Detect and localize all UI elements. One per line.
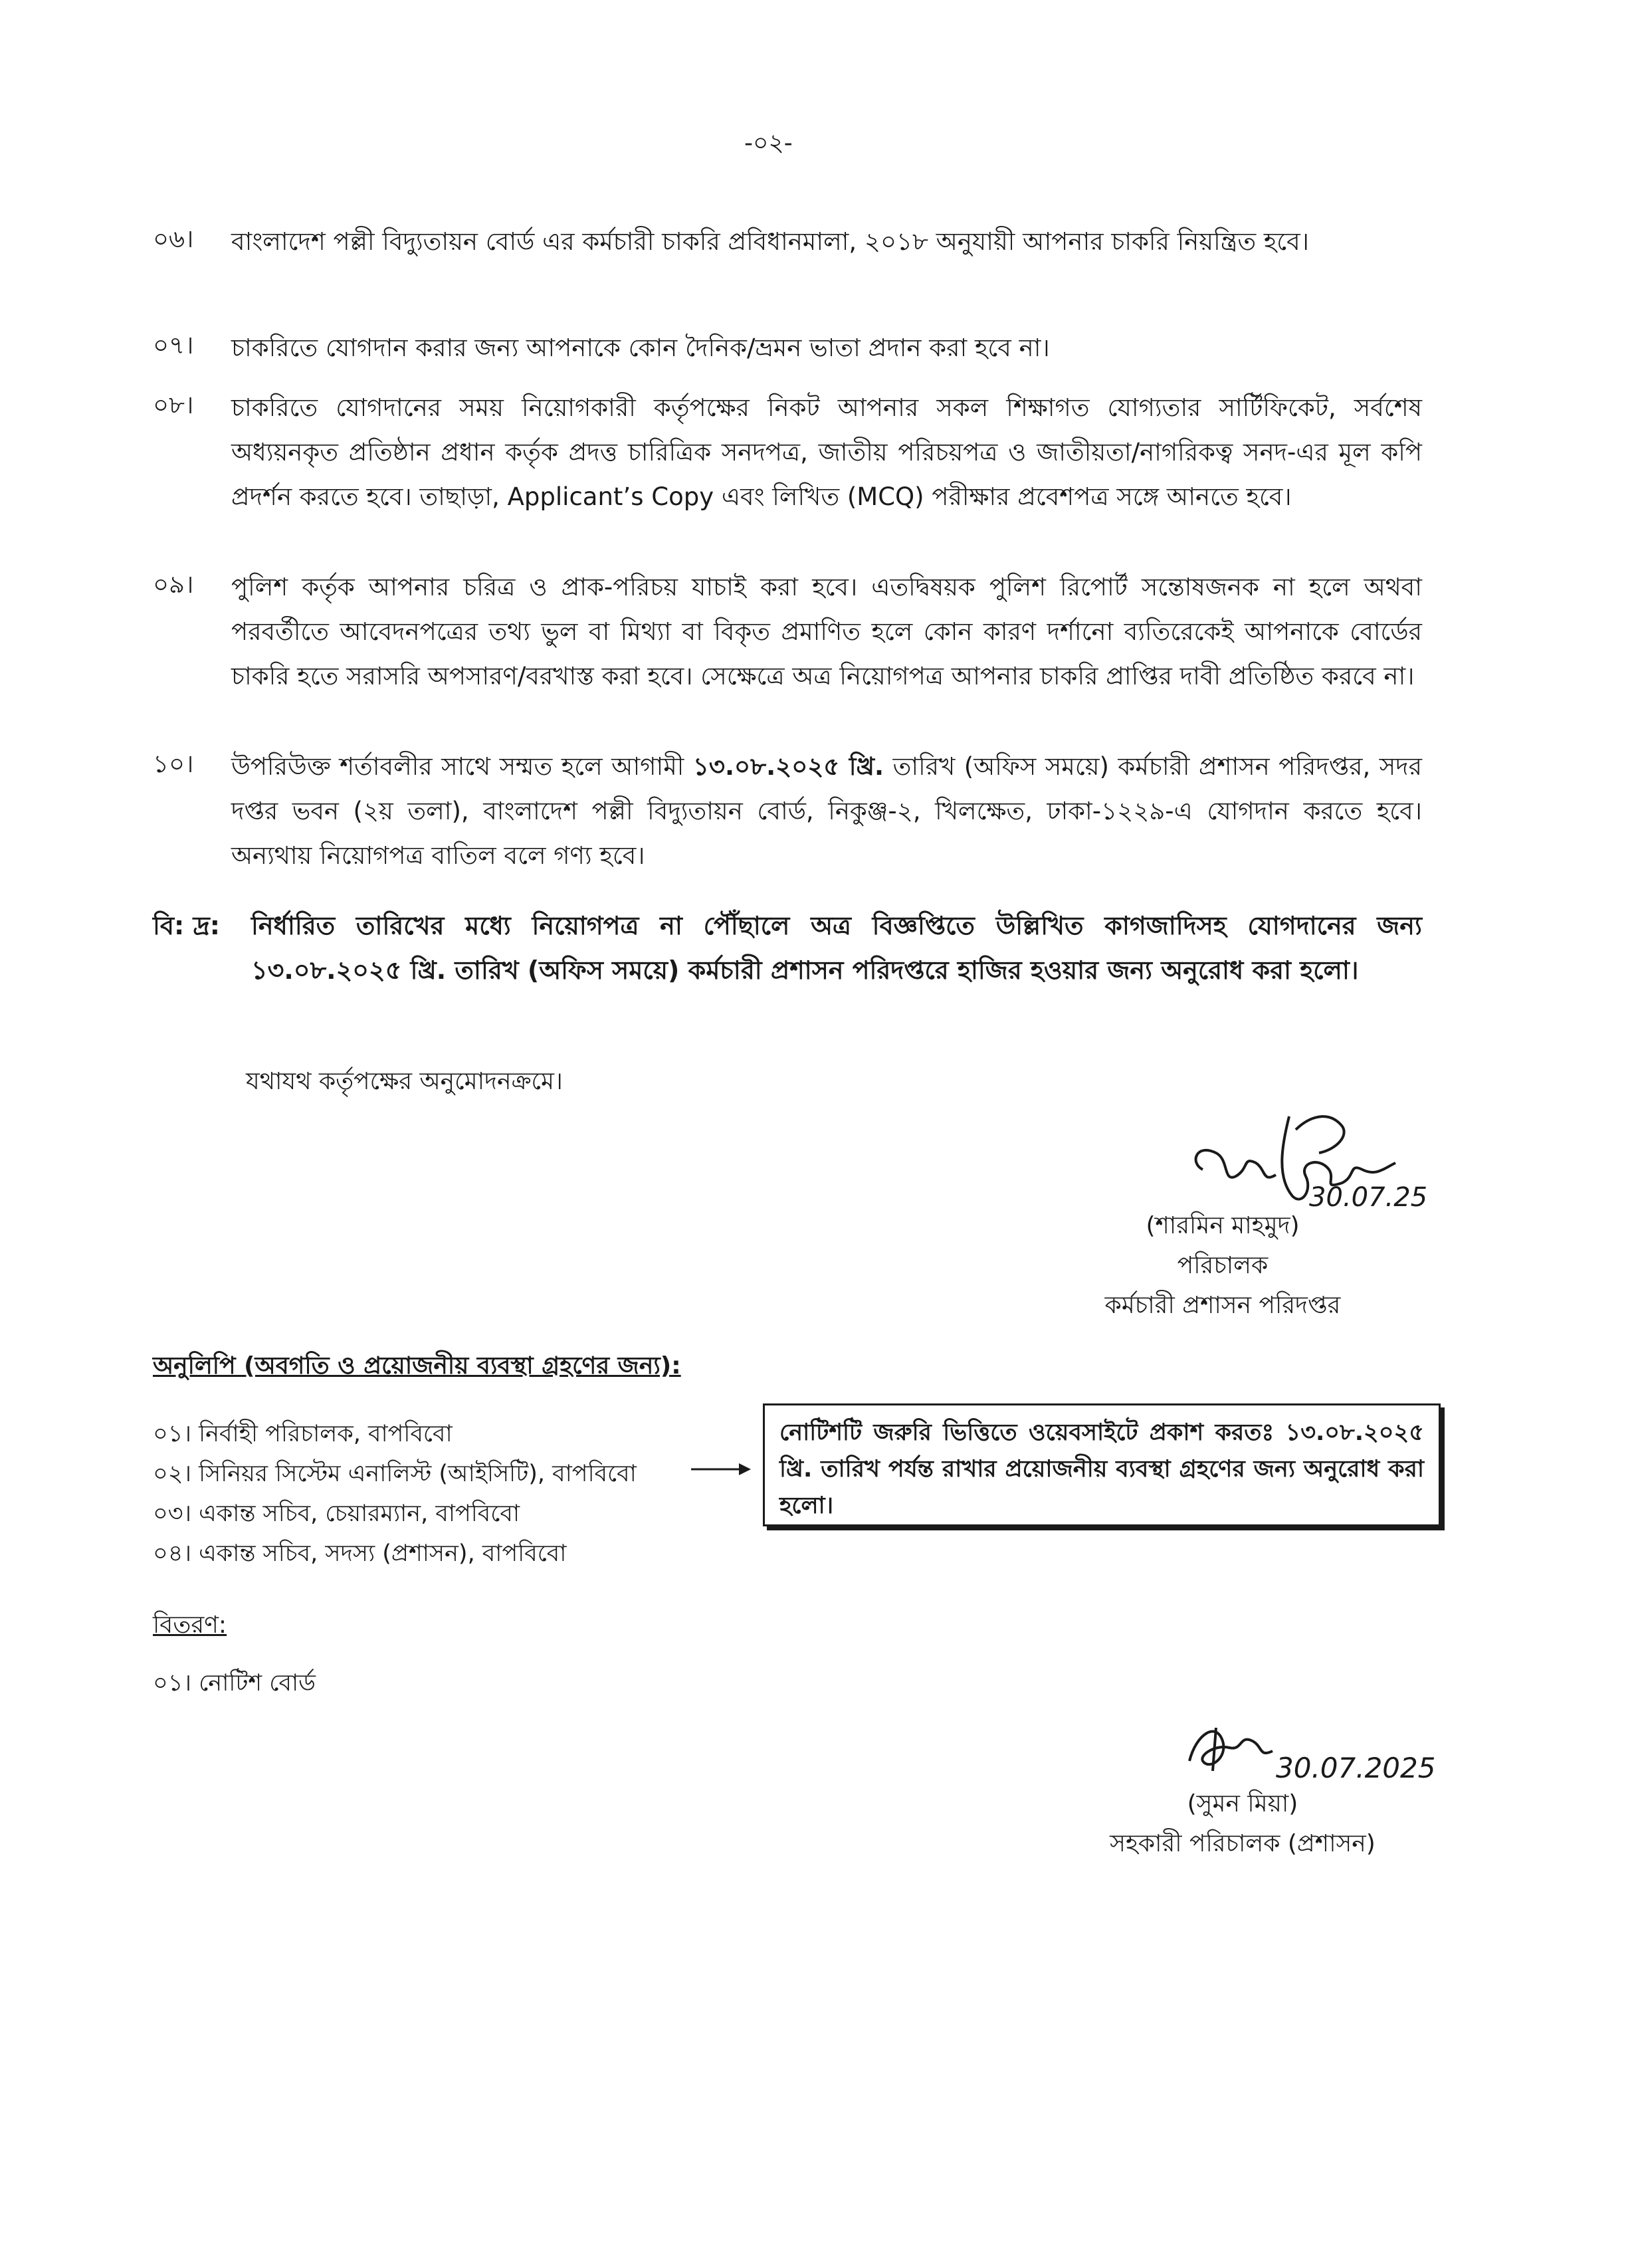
clause-text-part: উপরিউক্ত শর্তাবলীর সাথে সম্মত হলে আগামী	[231, 752, 693, 781]
clause-number: ০৬।	[153, 225, 194, 253]
clause-number: ০৯।	[153, 570, 194, 599]
approval-line: যথাযথ কর্তৃপক্ষের অনুমোদনক্রমে।	[246, 1068, 563, 1095]
clause-number: ০৭।	[153, 331, 194, 360]
signatory-name: (সুমন মিয়া)	[1187, 1790, 1298, 1817]
clause-text: বাংলাদেশ পল্লী বিদ্যুতায়ন বোর্ড এর কর্মচারী চাকরি প্রবিধানমালা, ২০১৮ অনুযায়ী আপনার চাকরি নিয়ন্ত্রিত হবে।	[231, 227, 1309, 256]
clause-10	[153, 744, 1422, 878]
distribution-item: ০১। নোটিশ বোর্ড	[153, 1670, 316, 1697]
signatory-designation: পরিচালক	[1177, 1252, 1269, 1279]
copy-item: ০২। সিনিয়র সিস্টেম এনালিস্ট (আইসিটি), বাপবিবো	[153, 1461, 637, 1487]
signature-date: 30.07.2025	[1276, 1752, 1436, 1784]
special-note	[153, 904, 1422, 993]
note-label: বি: দ্র:	[153, 911, 220, 940]
signatory-name: (শারমিন মাহমুদ)	[1146, 1212, 1300, 1239]
clause-text: চাকরিতে যোগদান করার জন্য আপনাকে কোন দৈনিক/ভ্রমন ভাতা প্রদান করা হবে না।	[231, 334, 1050, 362]
copy-item: ০১। নির্বাহী পরিচালক, বাপবিবো	[153, 1421, 453, 1447]
copy-to-heading: অনুলিপি (অবগতি ও প্রয়োজনীয় ব্যবস্থা গ্রহণের জন্য):	[153, 1352, 681, 1380]
signature-date: 30.07.25	[1309, 1182, 1428, 1213]
clause-number: ১০।	[153, 750, 194, 778]
signatory-2-block	[1090, 1784, 1395, 1864]
clause-text-part: তারিখ (অফিস সময়ে) কর্মচারী প্রশাসন পরিদপ্তর, সদর দপ্তর ভবন (২য় তলা), বাংলাদেশ পল্লী বিদ্যুতায়ন বোর্ড, নিকুঞ্জ-২, খিলক্ষেত, ঢাকা-১২২৯-এ যোগদান করতে হবে। অন্যথায় নিয়োগপত্র বাতিল বলে গণ্য হবে।	[231, 752, 1422, 870]
clause-text: চাকরিতে যোগদানের সময় নিয়োগকারী কর্তৃপক্ষের নিকট আপনার সকল শিক্ষাগত যোগ্যতার সার্টিফিকেট, সর্বশেষ অধ্যয়নকৃত প্রতিষ্ঠান প্রধান কর্তৃক প্রদত্ত চারিত্রিক সনদপত্র, জাতীয় পরিচয়পত্র ও জাতীয়তা/নাগরিকত্ব সনদ-এর মূল কপি প্রদর্শন করতে হবে। তাছাড়া, Applicant’s Copy এবং লিখিত (MCQ) পরীক্ষার প্রবেশপত্র সঙ্গে আনতে হবে।	[231, 393, 1422, 511]
clause-text	[231, 744, 1422, 878]
clause-06	[153, 219, 1422, 264]
website-notice-box: নোটিশটি জরুরি ভিত্তিতে ওয়েবসাইটে প্রকাশ করতঃ ১৩.০৮.২০২৫ খ্রি. তারিখ পর্যন্ত রাখার প্রয়োজনীয় ব্যবস্থা গ্রহণের জন্য অনুরোধ করা হলো।	[763, 1403, 1441, 1526]
note-text: নির্ধারিত তারিখের মধ্যে নিয়োগপত্র না পৌঁছালে অত্র বিজ্ঞপ্তিতে উল্লিখিত কাগজাদিসহ যোগদানের জন্য ১৩.০৮.২০২৫ খ্রি. তারিখ (অফিস সময়ে) কর্মচারী প্রশাসন পরিদপ্তরে হাজির হওয়ার জন্য অনুরোধ করা হলো।	[251, 911, 1422, 985]
signatory-1-block	[1050, 1206, 1395, 1326]
arrow-right-icon	[691, 1459, 751, 1479]
signatory-office: কর্মচারী প্রশাসন পরিদপ্তর	[1104, 1292, 1341, 1319]
signature-sharmin	[1176, 1090, 1455, 1223]
copy-item: ০৪। একান্ত সচিব, সদস্য (প্রশাসন), বাপবিবো	[153, 1540, 567, 1567]
clause-09	[153, 565, 1422, 698]
signature-sumon	[1176, 1708, 1455, 1794]
clause-number: ০৮।	[153, 391, 194, 419]
signatory-designation: সহকারী পরিচালক (প্রশাসন)	[1110, 1830, 1376, 1857]
clause-07	[153, 326, 1422, 370]
clause-08	[153, 385, 1422, 519]
distribution-heading: বিতরণ:	[153, 1611, 227, 1639]
joining-date: ১৩.০৮.২০২৫ খ্রি.	[692, 752, 884, 781]
copy-item: ০৩। একান্ত সচিব, চেয়ারম্যান, বাপবিবো	[153, 1500, 520, 1527]
page-number: -০২-	[744, 130, 793, 157]
clause-text: পুলিশ কর্তৃক আপনার চরিত্র ও প্রাক-পরিচয় যাচাই করা হবে। এতদ্বিষয়ক পুলিশ রিপোর্ট সন্তোষজনক না হলে অথবা পরবর্তীতে আবেদনপত্রের তথ্য ভুল বা মিথ্যা বা বিকৃত প্রমাণিত হলে কোন কারণ দর্শানো ব্যতিরেকেই আপনাকে বোর্ডের চাকরি হতে সরাসরি অপসারণ/বরখাস্ত করা হবে। সেক্ষেত্রে অত্র নিয়োগপত্র আপনার চাকরি প্রাপ্তির দাবী প্রতিষ্ঠিত করবে না।	[231, 573, 1422, 690]
